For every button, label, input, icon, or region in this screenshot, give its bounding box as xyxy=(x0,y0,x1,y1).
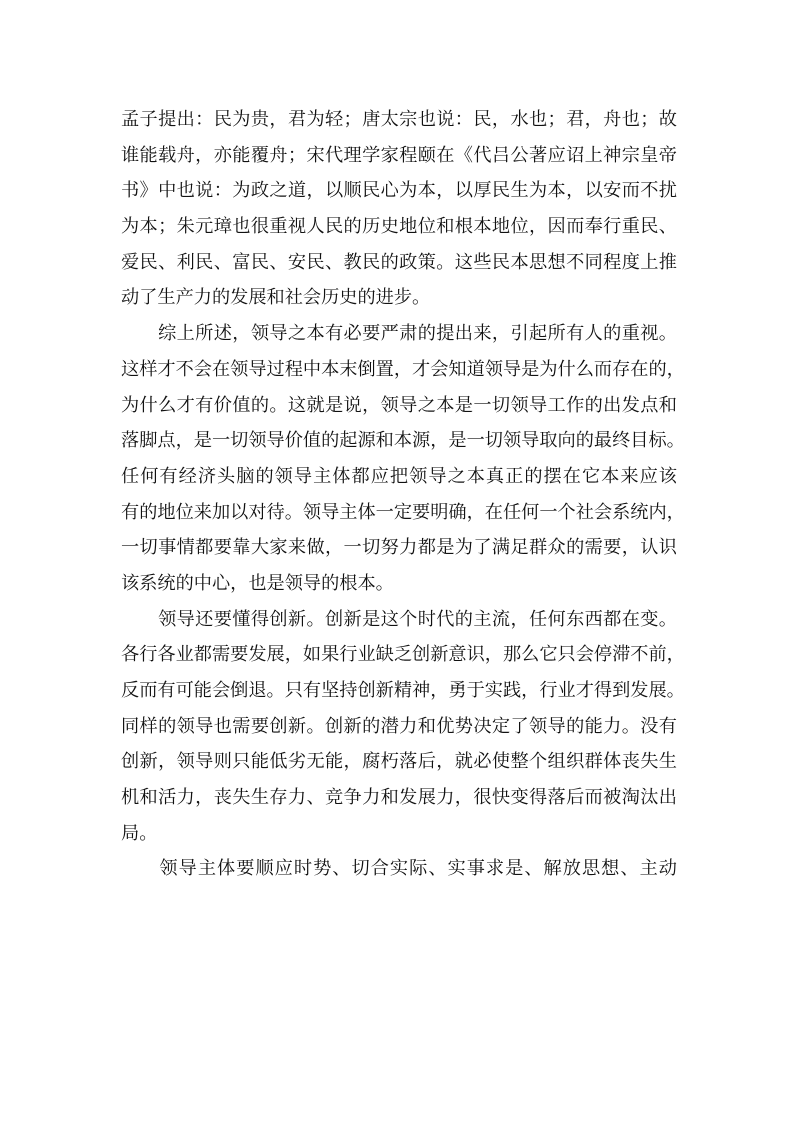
paragraph-minben-thought xyxy=(121,102,677,316)
text-line: 该系统的中心，也是领导的根本。 xyxy=(121,572,394,594)
paragraph-summary xyxy=(121,316,685,602)
text-line: 书》中也说：为政之道，以顺民心为本，以厚民生为本，以安而不扰 xyxy=(121,180,677,202)
text-line: 创新，领导则只能低劣无能，腐朽落后，就必使整个组织群体丧失生 xyxy=(121,751,677,773)
text-line: 孟子提出：民为贵，君为轻；唐太宗也说：民，水也；君，舟也；故 xyxy=(121,109,677,130)
text-line: 动了生产力的发展和社会历史的进步。 xyxy=(121,287,431,309)
text-line: 任何有经济头脑的领导主体都应把领导之本真正的摆在它本来应该 xyxy=(121,465,677,487)
text-line: 同样的领导也需要创新。创新的潜力和优势决定了领导的能力。没有 xyxy=(121,715,677,737)
text-line: 谁能载舟，亦能覆舟；宋代理学家程颐在《代吕公著应诏上神宗皇帝 xyxy=(121,144,677,166)
text-line: 机和活力，丧失生存力、竞争力和发展力，很快变得落后而被淘汰出 xyxy=(121,787,677,809)
text-line: 领导还要懂得创新。创新是这个时代的主流，任何东西都在变。 xyxy=(121,608,677,630)
text-line: 领导主体要顺应时势、切合实际、实事求是、解放思想、主动 xyxy=(121,858,677,880)
body-text xyxy=(121,102,685,887)
text-line: 一切事情都要靠大家来做，一切努力都是为了满足群众的需要，认识 xyxy=(121,537,677,559)
text-line: 局。 xyxy=(121,822,158,844)
text-line: 有的地位来加以对待。领导主体一定要明确，在任何一个社会系统内， xyxy=(121,501,685,523)
text-line: 综上所述，领导之本有必要严肃的提出来，引起所有人的重视。 xyxy=(121,323,677,345)
paragraph-leadership-subject xyxy=(121,851,677,887)
text-line: 这样才不会在领导过程中本末倒置，才会知道领导是为什么而存在的， xyxy=(121,358,685,380)
paragraph-innovation xyxy=(121,602,685,852)
text-line: 各行各业都需要发展，如果行业缺乏创新意识，那么它只会停滞不前， xyxy=(121,644,685,666)
text-line: 落脚点，是一切领导价值的起源和本源，是一切领导取向的最终目标。 xyxy=(121,430,685,452)
text-line: 反而有可能会倒退。只有坚持创新精神，勇于实践，行业才得到发展。 xyxy=(121,680,685,701)
text-line: 爱民、利民、富民、安民、教民的政策。这些民本思想不同程度上推 xyxy=(121,251,677,273)
text-line: 为本；朱元璋也很重视人民的历史地位和根本地位，因而奉行重民、 xyxy=(121,216,677,238)
text-line: 为什么才有价值的。这就是说，领导之本是一切领导工作的出发点和 xyxy=(121,394,677,416)
